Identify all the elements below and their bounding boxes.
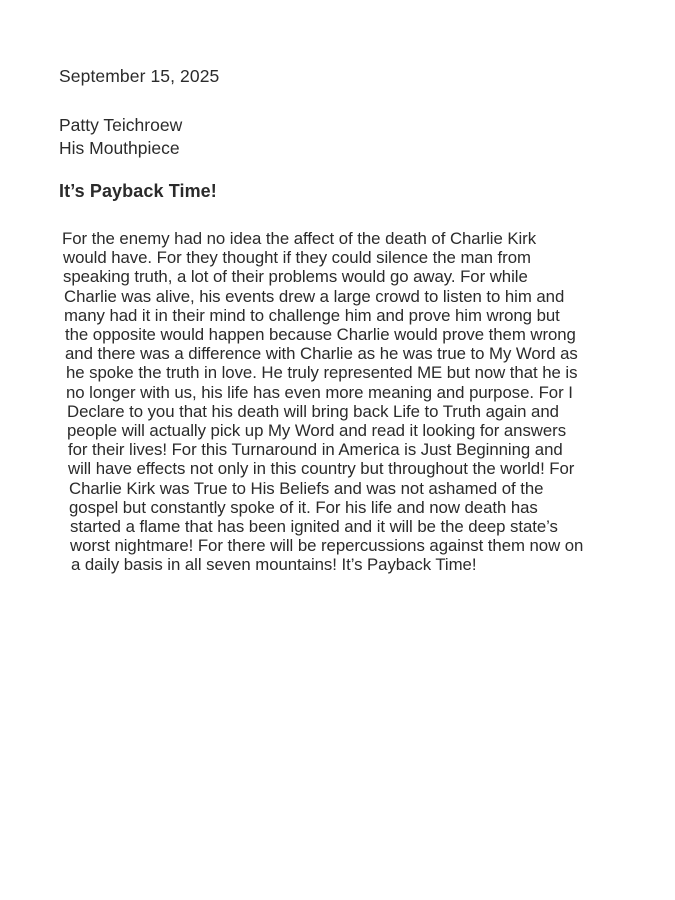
author-name: Patty Teichroew [59,115,183,135]
body-line: will have effects not only in this country but throughout the world! For [68,459,575,479]
body-line: he spoke the truth in love. He truly represented ME but now that he is [66,363,578,383]
body-line: Declare to you that his death will bring back Life to Truth again and [67,401,559,421]
body-line: the opposite would happen because Charlie would prove them wrong [65,325,576,345]
body-line: worst nightmare! For there will be repercussions against them now on [70,536,584,556]
body-line: no longer with us, his life has even more meaning and purpose. For I [66,382,573,402]
body-line: speaking truth, a lot of their problems would go away. For while [63,267,528,287]
author-title: His Mouthpiece [59,138,180,158]
body-line: for their lives! For this Turnaround in America is Just Beginning and [68,440,563,460]
body-line: For the enemy had no idea the affect of the death of Charlie Kirk [62,229,537,248]
author-block [59,114,182,160]
letter-heading: It’s Payback Time! [59,181,217,201]
body-line: a daily basis in all seven mountains! It’s Payback Time! [71,555,477,575]
body-line: started a flame that has been ignited and it will be the deep state’s [70,517,558,537]
body-line: many had it in their mind to challenge him and prove him wrong but [64,305,560,325]
body-line: and there was a difference with Charlie as he was true to My Word as [65,344,578,364]
body-line: Charlie was alive, his events drew a large crowd to listen to him and [64,286,565,306]
letter-body [62,229,662,575]
body-line: would have. For they thought if they could silence the man from [63,248,531,268]
body-line: people will actually pick up My Word and read it looking for answers [67,421,567,441]
body-line: Charlie Kirk was True to His Beliefs and was not ashamed of the [69,478,544,498]
body-line: gospel but constantly spoke of it. For his life and now death has [69,497,538,517]
letter-date: September 15, 2025 [59,66,220,86]
